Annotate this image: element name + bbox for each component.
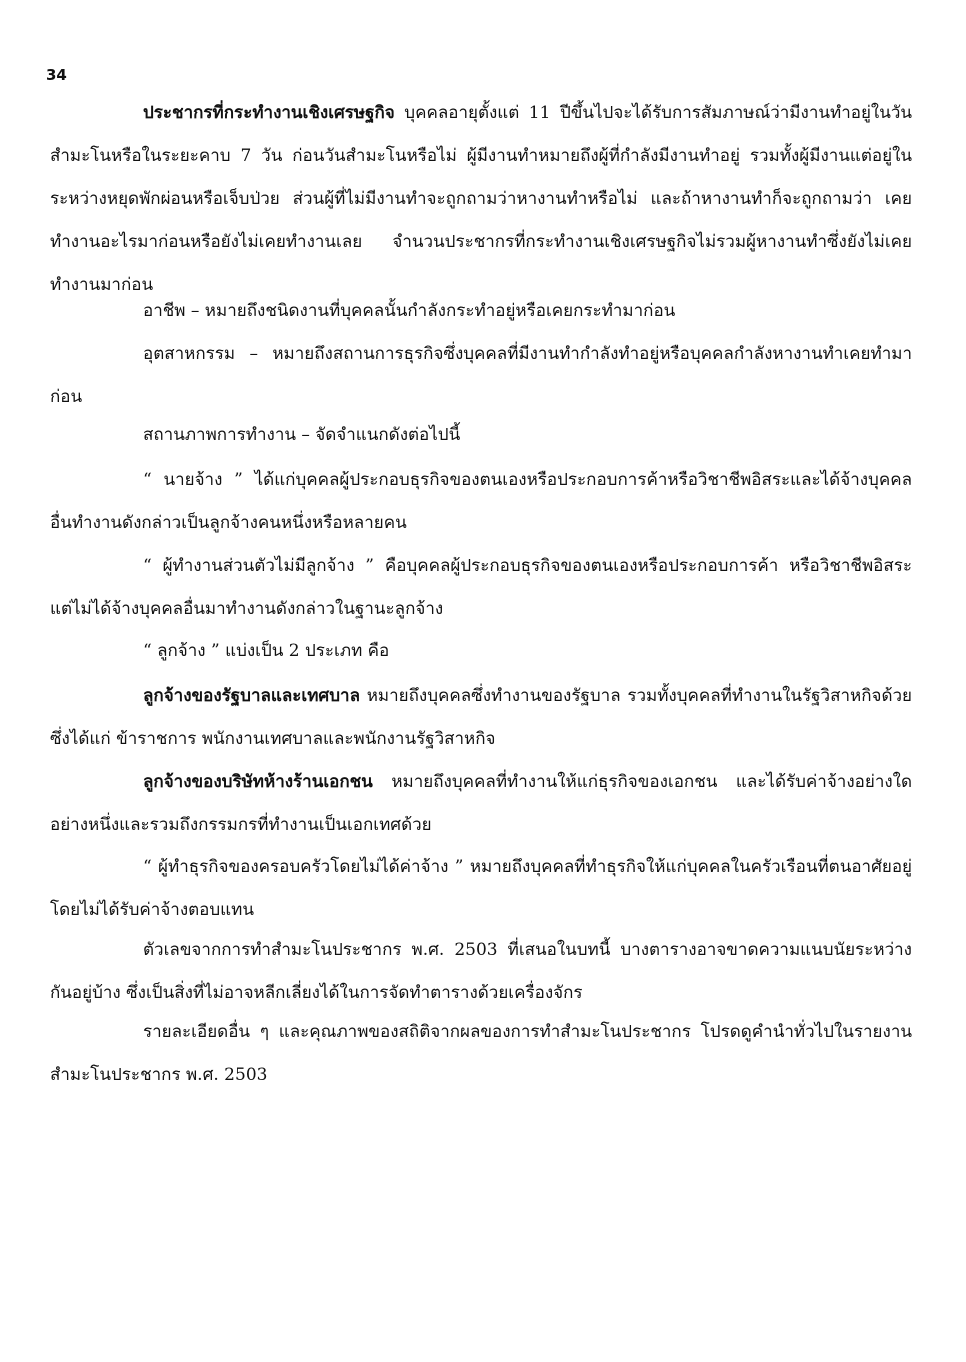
- paragraph-text: “ นายจ้าง ” ได้แก่บุคคลผู้ประกอบธุรกิจของตนเองหรือประกอบการค้าหรือวิชาชีพอิสระและได้จ้างบุคคลอื่นทำงานดังกล่าวเป็นลูกจ้างคนหนึ่งหรือหลายคน: [50, 470, 912, 533]
- paragraph-text: สถานภาพการทำงาน – จัดจำแนกดังต่อไปนี้: [143, 425, 461, 445]
- paragraph-industry: [50, 333, 912, 419]
- paragraph-lead: ลูกจ้างของบริษัทห้างร้านเอกชน: [143, 772, 373, 792]
- paragraph-text: รายละเอียดอื่น ๆ และคุณภาพของสถิติจากผลของการทำสำมะโนประชากร โปรดดูคำนำทั่วไปในรายงานสำมะโนประชากร พ.ศ. 2503: [50, 1022, 912, 1085]
- paragraph-employee: [50, 630, 912, 673]
- paragraph-work-status: [50, 414, 912, 457]
- paragraph-private-employee: [50, 761, 912, 847]
- paragraph-own-account: [50, 545, 912, 631]
- paragraph-text: อาชีพ – หมายถึงชนิดงานที่บุคคลนั้นกำลังกระทำอยู่หรือเคยกระทำมาก่อน: [143, 301, 676, 321]
- paragraph-economically-active: [50, 92, 912, 307]
- paragraph-occupation: [50, 290, 912, 333]
- paragraph-figures-note: [50, 929, 912, 1015]
- paragraph-text: ตัวเลขจากการทำสำมะโนประชากร พ.ศ. 2503 ที่เสนอในบทนี้ บางตารางอาจขาดความแนบนัยระหว่างกันอยู่บ้าง ซึ่งเป็นสิ่งที่ไม่อาจหลีกเลี่ยงได้ในการจัดทำตารางด้วยเครื่องจักร: [50, 940, 912, 1003]
- paragraph-details-note: [50, 1011, 912, 1097]
- paragraph-lead: ลูกจ้างของรัฐบาลและเทศบาล: [143, 686, 360, 706]
- page-number: 34: [46, 66, 67, 84]
- paragraph-lead: ประชากรที่กระทำงานเชิงเศรษฐกิจ: [143, 103, 395, 123]
- paragraph-text: “ ผู้ทำธุรกิจของครอบครัวโดยไม่ได้ค่าจ้าง ” หมายถึงบุคคลที่ทำธุรกิจให้แก่บุคคลในครัวเรือนที่ตนอาศัยอยู่โดยไม่ได้รับค่าจ้างตอบแทน: [50, 857, 912, 920]
- paragraph-text: หมายถึงบุคคลที่ทำงานให้แก่ธุรกิจของเอกชน และได้รับค่าจ้างอย่างใดอย่างหนึ่งและรวมถึงกรรมกรที่ทำงานเป็นเอกเทศด้วย: [50, 772, 912, 835]
- paragraph-government-employee: [50, 675, 912, 761]
- paragraph-text: หมายถึงบุคคลซึ่งทำงานของรัฐบาล รวมทั้งบุคคลที่ทำงานในรัฐวิสาหกิจด้วย ซึ่งได้แก่ ข้าราชการ พนักงานเทศบาลและพนักงานรัฐวิสาหกิจ: [50, 686, 912, 749]
- paragraph-text: “ ผู้ทำงานส่วนตัวไม่มีลูกจ้าง ” คือบุคคลผู้ประกอบธุรกิจของตนเองหรือประกอบการค้า หรือวิชาชีพอิสระ แต่ไม่ได้จ้างบุคคลอื่นมาทำงานดังกล่าวในฐานะลูกจ้าง: [50, 556, 912, 619]
- paragraph-text: อุตสาหกรรม – หมายถึงสถานการธุรกิจซึ่งบุคคลที่มีงานทำกำลังทำอยู่หรือบุคคลกำลังหางานทำเคยทำมาก่อน: [50, 344, 912, 407]
- paragraph-text: “ ลูกจ้าง ” แบ่งเป็น 2 ประเภท คือ: [143, 641, 390, 661]
- paragraph-text: บุคคลอายุตั้งแต่ 11 ปีขึ้นไปจะได้รับการสัมภาษณ์ว่ามีงานทำอยู่ในวันสำมะโนหรือในระยะคาบ 7 วัน ก่อนวันสำมะโนหรือไม่ ผู้มีงานทำหมายถึงผู้ที่กำลังมีงานทำอยู่ รวมทั้งผู้มีงานแต่อยู่ในระหว่างหยุดพักผ่อนหรือเจ็บป่วย ส่วนผู้ที่ไม่มีงานทำจะถูกถามว่าหางานทำหรือไม่ และถ้าหางานทำก็จะถูกถามว่า เคยทำงานอะไรมาก่อนหรือยังไม่เคยทำงานเลย จำนวนประชากรที่กระทำงานเชิงเศรษฐกิจไม่รวมผู้หางานทำซึ่งยังไม่เคยทำงานมาก่อน: [50, 103, 912, 295]
- paragraph-employer: [50, 459, 912, 545]
- paragraph-family-worker: [50, 846, 912, 932]
